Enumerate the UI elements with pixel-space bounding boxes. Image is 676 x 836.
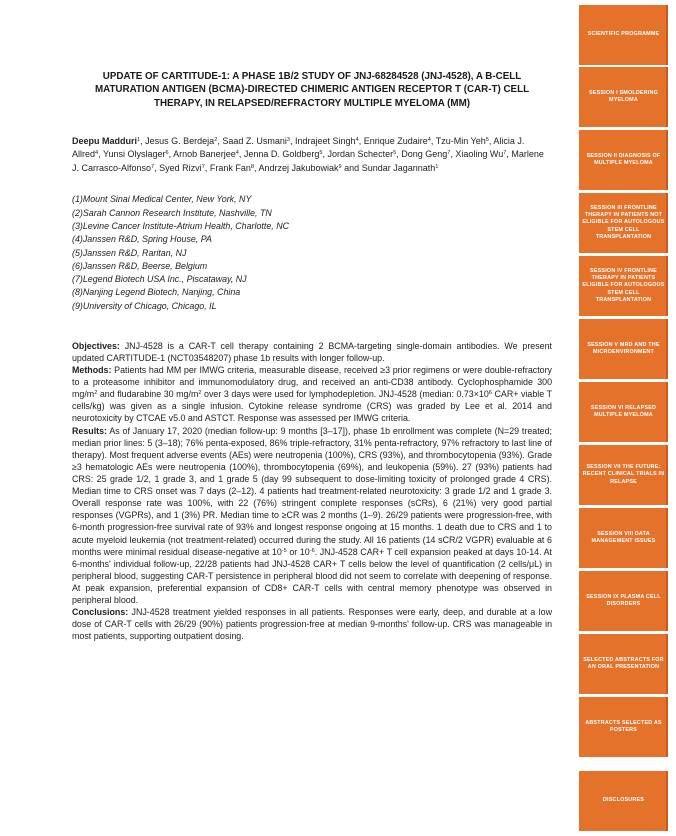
author-name: Jenna D. Goldberg xyxy=(243,149,320,160)
author-separator: , xyxy=(488,135,494,146)
sidebar-tab-label: SESSION VI RELAPSED MULTIPLE MYELOMA xyxy=(590,404,657,418)
author-name: Dong Geng xyxy=(401,149,448,160)
sidebar-navigation xyxy=(579,0,668,836)
affiliation-item: (5)Janssen R&D, Raritan, NJ xyxy=(72,247,187,258)
author-separator: , xyxy=(154,162,160,173)
author-name: Frank Fan xyxy=(209,162,251,173)
author-separator: , xyxy=(290,135,296,146)
results-text: . JNJ-4528 CAR+ T cell expansion peaked at days 10-14. At 6-months' individual follow-up, 22/28 patients had JNJ-4528 CAR+ T cells below the level of quantification (2 cells/μL) in peripheral blood, suggesting CAR-T persistence in peripheral blood did not seem to correlate with deepening of response. At peak expansion, preferential expansion of CD8+ CAR-T cells with central memory phenotype was observed in peripheral blood. xyxy=(72,546,553,606)
methods-text: Patients had MM per IMWG criteria, measurable disease, received ≥3 prior regimens or were double-refractory to a proteasome inhibitor and immunomodulatory drug, and received an anti-CD38 antibody. Cyclophosphamide 300 mg/m xyxy=(72,365,552,400)
author-affiliation-number: 2 xyxy=(214,136,218,143)
abstract-page xyxy=(72,70,552,643)
affiliation-item: (8)Nanjing Legend Biotech, Nanjing, China xyxy=(72,287,241,298)
author-name: Andrzej Jakubowiak xyxy=(258,162,339,173)
author-name: Saad Z. Usmani xyxy=(222,135,287,146)
methods-text: over 3 days were used for lymphodepletion. JNJ-4528 (median: 0.73×10 xyxy=(201,389,489,400)
affiliation-item: (1)Mount Sinai Medical Center, New York, NY xyxy=(72,194,252,205)
author-separator: , xyxy=(217,135,223,146)
methods-heading: Methods: xyxy=(72,365,112,376)
author-name: Yunsi Olyslager xyxy=(102,149,166,160)
author-separator: , xyxy=(450,149,456,160)
author-separator: , xyxy=(204,162,210,173)
author-name: Enrique Zudaire xyxy=(363,135,428,146)
affiliation-item: (2)Sarah Cannon Research Institute, Nashville, TN xyxy=(72,207,272,218)
methods-paragraph xyxy=(72,364,552,425)
sidebar-tab-label: SESSION VII THE FUTURE: RECENT CLINICAL TRIALS IN RELAPSE xyxy=(582,464,665,485)
affiliation-list xyxy=(72,193,552,312)
sidebar-tab[interactable] xyxy=(579,571,668,631)
results-text: As of January 17, 2020 (median follow-up: 9 months [3–17]), phase 1b enrollment was complete (N=29 treated; median prior lines: 5 (3–18); 76% penta-exposed, 86% triple-refractory, 31% penta-refractory, 97% refractory to last line of therapy). Most frequent adverse events (AEs) were neutropenia (100%), CRS (93%), and thrombocytopenia (93%). Grade ≥3 hematologic AEs were neutropenia (100%), thrombocytopenia (69%), and leukopenia (59%). 27 (93%) patients had CRS: 25 grade 1/2, 1 grade 3, and 1 grade 5 (day 99 subsequent to dose-limiting toxicity of prolonged grade 4 CRS). Median time to CRS onset was 7 days (2–12). 4 patients had treatment-related neurotoxicity: 3 grade 1/2 and 1 grade 3. Overall response rate was 100%, with 22 (76%) stringent complete responses (sCRs), 6 (21%) very good partial responses (VGPRs), and 1 (3%) PR. Median time to ≥CR was 2 months (1–9). 26/29 patients were progression-free, with 6-month progression-free survival rate of 93% and longest response ongoing at 15 months. 1 death due to CRS and 1 to acute myeloid leukemia (not treatment-related) occurred during the study. All 16 patients (14 sCR/2 VGPR) evaluable at 6 months were minimal residual disease-negative at 10 xyxy=(72,425,552,557)
sidebar-tab-label: SCIENTIFIC PROGRAMME xyxy=(587,31,660,38)
author-separator: , xyxy=(238,149,244,160)
author-separator: and xyxy=(341,162,362,173)
author-name: Deepu Madduri xyxy=(72,135,138,146)
sidebar-tab[interactable] xyxy=(579,382,668,442)
sidebar-tab[interactable] xyxy=(579,67,668,127)
sidebar-tab-label: ABSTRACTS SELECTED AS POSTERS xyxy=(585,719,662,733)
methods-text: and fludarabine 30 mg/m xyxy=(97,389,199,400)
sidebar-tab[interactable] xyxy=(579,508,668,568)
sidebar-tab[interactable] xyxy=(579,697,668,757)
results-heading: Results: xyxy=(72,425,108,436)
author-name: Jesus G. Berdeja xyxy=(145,135,215,146)
author-affiliation-number: 9 xyxy=(338,163,342,170)
author-list xyxy=(72,135,552,176)
author-affiliation-number: 8 xyxy=(250,163,254,170)
author-affiliation-number: 7 xyxy=(151,163,155,170)
abstract-title: UPDATE OF CARTITUDE-1: A PHASE 1B/2 STUDY OF JNJ-68284528 (JNJ-4528), A B-CELL MATURATION ANTIGEN (BCMA)-DIRECTED CHIMERIC ANTIGEN RECEPTOR T (CAR-T) CELL THERAPY, IN RELAPSED/REFRACTORY MULTIPLE MYELOMA (MM) xyxy=(94,71,530,109)
author-name: Sundar Jagannath xyxy=(361,162,436,173)
sidebar-tab[interactable] xyxy=(579,319,668,379)
sidebar-tab[interactable] xyxy=(579,445,668,505)
sidebar-tab-label: SESSION IV FRONTLINE THERAPY IN PATIENTS ELIGIBLE FOR AUTOLOGOUS STEM CELL TRANSPLANTATION xyxy=(582,268,665,303)
superscript: 6 xyxy=(488,390,492,397)
results-text: or 10 xyxy=(286,546,310,557)
sidebar-tab[interactable] xyxy=(579,193,668,253)
author-affiliation-number: 7 xyxy=(201,163,205,170)
author-name: Jordan Schecter xyxy=(327,149,394,160)
sidebar-tab-label: SESSION III FRONTLINE THERAPY IN PATIENTS NOT ELIGIBLE FOR AUTOLOGOUS STEM CELL TRANSPLANTATION xyxy=(582,205,665,240)
author-separator: , xyxy=(506,149,512,160)
author-name: Syed Rizvi xyxy=(159,162,202,173)
author-affiliation-number: 4 xyxy=(95,150,99,157)
superscript: -5 xyxy=(281,547,287,554)
author-separator: , xyxy=(322,149,328,160)
author-name: Marlene J. Carrasco-Alfonso xyxy=(72,149,544,173)
sidebar-tab-label: SESSION V MRD AND THE MICROENVIRONMENT xyxy=(587,341,660,355)
author-affiliation-number: 3 xyxy=(286,136,290,143)
author-affiliation-number: 7 xyxy=(503,150,507,157)
results-paragraph xyxy=(72,425,552,607)
author-affiliation-number: 6 xyxy=(165,150,169,157)
sidebar-tab[interactable] xyxy=(579,256,668,316)
author-name: Tzu-Min Yeh xyxy=(435,135,486,146)
author-separator: , xyxy=(140,135,146,146)
conclusions-paragraph xyxy=(72,606,552,642)
superscript: 2 xyxy=(198,390,202,397)
sidebar-tab-label: DISCLOSURES xyxy=(602,797,645,804)
sidebar-tab[interactable] xyxy=(579,5,668,65)
superscript: 2 xyxy=(94,390,98,397)
affiliation-item: (6)Janssen R&D, Beerse, Belgium xyxy=(72,260,208,271)
affiliation-item: (7)Legend Biotech USA Inc., Piscataway, NJ xyxy=(72,274,247,285)
sidebar-tab-label: SESSION VIII DATA MANAGEMENT ISSUES xyxy=(591,530,656,544)
sidebar-tab[interactable] xyxy=(579,771,668,831)
sidebar-tab[interactable] xyxy=(579,634,668,694)
author-separator: , xyxy=(253,162,259,173)
author-affiliation-number: 4 xyxy=(235,150,239,157)
sidebar-tab-label: SESSION I SMOLDERING MYELOMA xyxy=(589,89,658,103)
affiliation-item: (9)University of Chicago, Chicago, IL xyxy=(72,300,217,311)
author-name: Arnob Banerjee xyxy=(173,149,236,160)
author-affiliation-number: 4 xyxy=(427,136,431,143)
superscript: -6 xyxy=(309,547,315,554)
author-affiliation-number: 1 xyxy=(137,136,141,143)
author-separator: , xyxy=(396,149,402,160)
sidebar-tab-label: SESSION IX PLASMA CELL DISORDERS xyxy=(586,593,661,607)
author-affiliation-number: 4 xyxy=(355,136,359,143)
methods-text: CAR+ viable T cells/kg) was given as a single infusion. Cytokine release syndrome (CRS) was graded by Lee et al. 2014 and neurotoxicity by CTCAE v5.0 and ASTCT. Response was assessed per IMWG criteria. xyxy=(72,389,552,424)
conclusions-heading: Conclusions: xyxy=(72,607,129,618)
objectives-paragraph xyxy=(72,340,552,364)
author-separator: , xyxy=(430,135,436,146)
author-name: Alicia J. Allred xyxy=(72,135,525,160)
author-affiliation-number: 1 xyxy=(435,163,439,170)
author-affiliation-number: 5 xyxy=(319,150,323,157)
objectives-heading: Objectives: xyxy=(72,340,120,351)
abstract-body xyxy=(72,340,552,643)
sidebar-tab-label: SESSION II DIAGNOSIS OF MULTIPLE MYELOMA xyxy=(586,152,661,166)
author-separator: , xyxy=(98,149,103,160)
affiliation-item: (4)Janssen R&D, Spring House, PA xyxy=(72,234,212,245)
objectives-text: JNJ-4528 is a CAR-T cell therapy containing 2 BCMA-targeting single-domain antibodies. We present updated CARTITUDE-1 (NCT03548207) phase 1b results with longer follow-up. xyxy=(72,340,552,363)
conclusions-text: JNJ-4528 treatment yielded responses in all patients. Responses were early, deep, and durable at a low dose of CAR-T cells with 26/29 (90%) patients progression-free at median 9-months' follow-up. CRS was manageable in most patients, supporting outpatient dosing. xyxy=(72,607,552,642)
author-separator: , xyxy=(358,135,364,146)
author-affiliation-number: 7 xyxy=(447,150,451,157)
affiliation-item: (3)Levine Cancer Institute-Atrium Health, Charlotte, NC xyxy=(72,220,290,231)
author-affiliation-number: 5 xyxy=(485,136,489,143)
author-separator: , xyxy=(168,149,174,160)
sidebar-tab[interactable] xyxy=(579,130,668,190)
sidebar-tab-label: SELECTED ABSTRACTS FOR AN ORAL PRESENTATION xyxy=(583,656,664,670)
author-affiliation-number: 5 xyxy=(393,150,397,157)
author-name: Xiaoling Wu xyxy=(455,149,504,160)
author-name: Indrajeet Singh xyxy=(295,135,356,146)
